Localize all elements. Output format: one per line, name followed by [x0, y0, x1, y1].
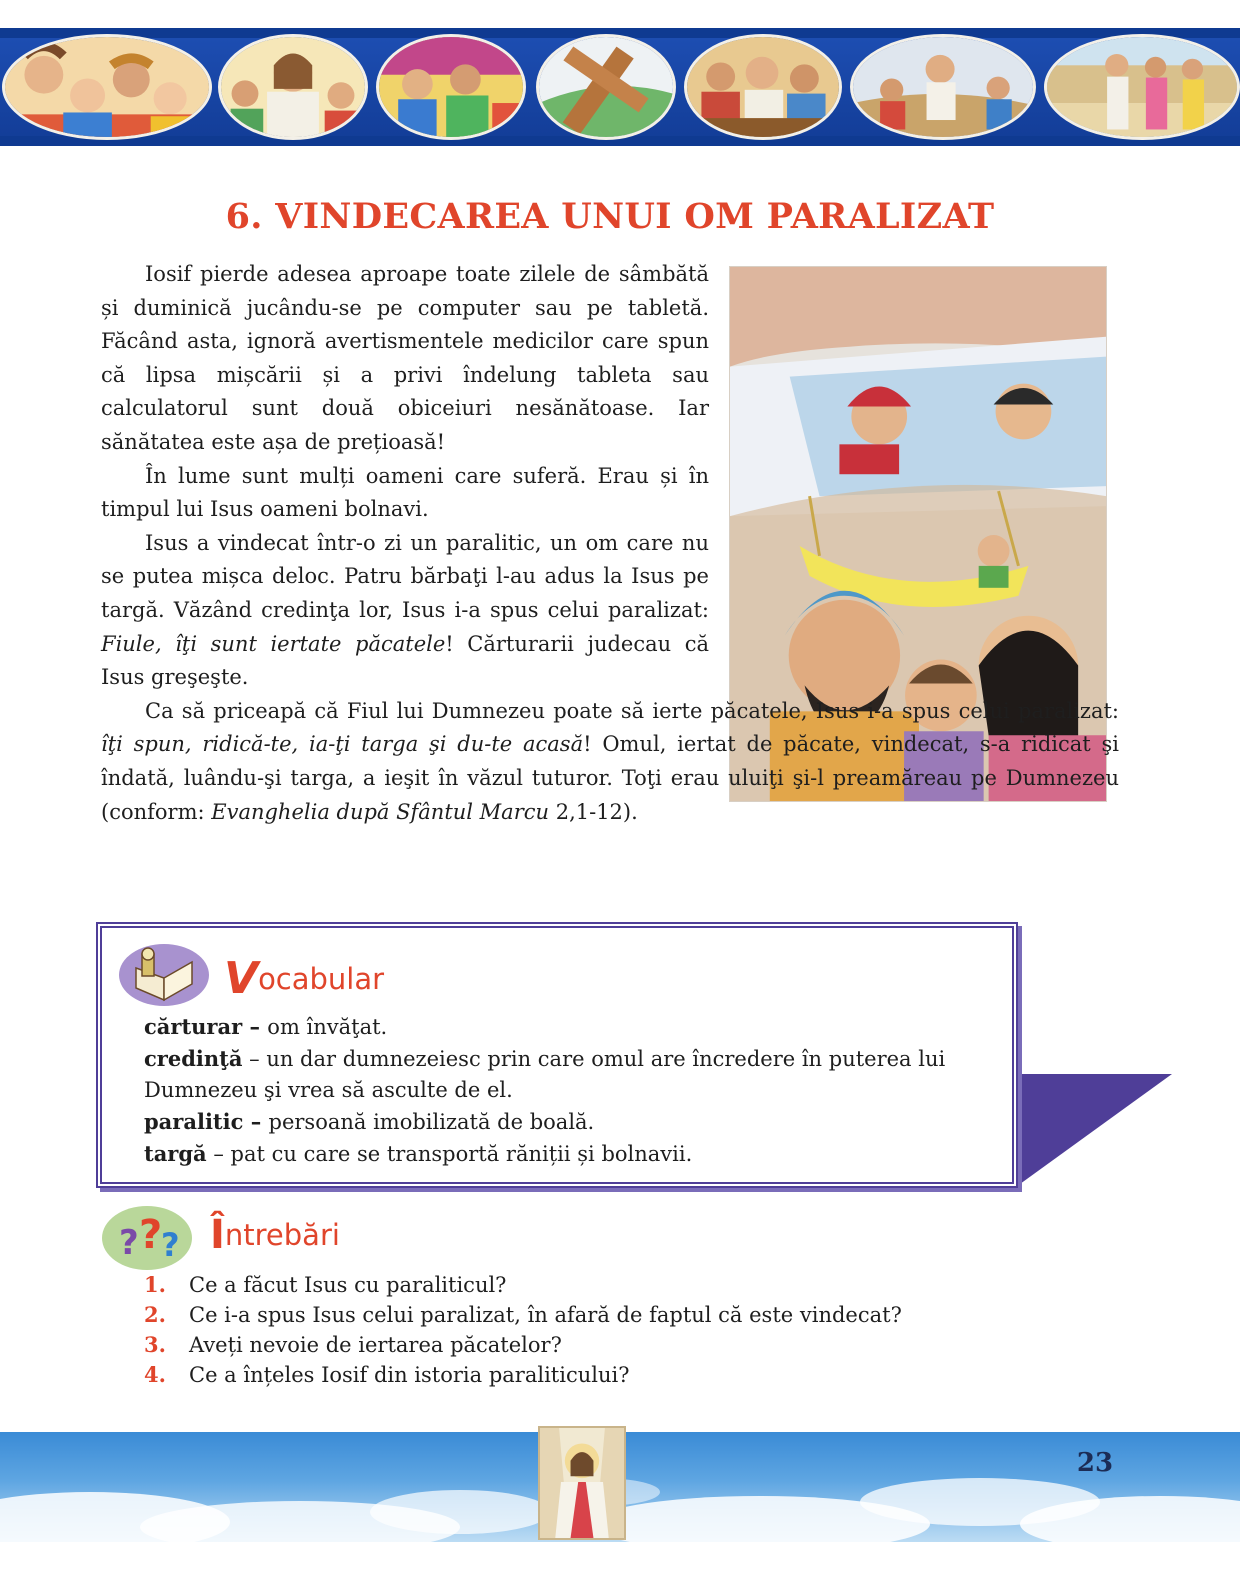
vocab-term: paralitic — [144, 1109, 244, 1134]
story-p4-text-a: Ca să priceapă că Fiul lui Dumnezeu poate să ierte păcatele, Isus i-a spus celui paralizat: — [145, 698, 1119, 723]
vocabulary-heading-initial: V — [224, 953, 259, 1004]
story-p4-quote: îţi spun, ridică-te, ia-ţi targa şi du-te acasă — [101, 732, 584, 757]
vocab-term: credinţă — [144, 1046, 243, 1071]
banner-image-last-supper — [684, 34, 842, 140]
story-p4-end: 2,1-12). — [549, 799, 638, 824]
story-paragraph-2: În lume sunt mulți oameni care suferă. Erau și în timpul lui Isus oameni bolnavi. — [101, 463, 709, 522]
story-paragraph-3 — [101, 527, 709, 695]
vocab-separator: – — [206, 1142, 231, 1166]
question-text: Ce i-a spus Isus celui paralizat, în afară de faptul că este vindecat? — [189, 1303, 902, 1327]
vocabulary-heading-rest: ocabular — [258, 962, 385, 996]
questions-heading-rest: ntrebări — [224, 1218, 340, 1252]
vocab-entry — [144, 1043, 994, 1106]
vocabulary-list — [144, 1011, 994, 1170]
vocab-entry — [144, 1011, 994, 1043]
story-paragraph-1: Iosif pierde adesea aproape toate zilele de sâmbătă și duminică jucându-se pe computer sau pe tabletă. Făcând asta, ignoră avertismentele medicilor care spun că lipsa mișcării și a privi îndelung tableta sau calculatorul sunt două obiceiuri nesănătoase. Iar sănătatea este așa de prețioasă! — [101, 262, 709, 454]
banner-image-cross — [536, 34, 676, 140]
open-book-icon — [118, 942, 210, 1008]
banner-image-children — [2, 34, 212, 140]
question-item — [144, 1270, 1044, 1300]
vocab-term: targă — [144, 1141, 207, 1166]
top-banner — [0, 28, 1240, 146]
story-paragraph-4 — [101, 695, 1119, 829]
question-marks-icon — [101, 1204, 193, 1272]
footer-jesus-image — [538, 1426, 626, 1540]
vocab-entry — [144, 1138, 994, 1170]
vocab-separator: – — [242, 1047, 267, 1071]
questions-heading — [210, 1212, 340, 1258]
story-p3-text-b: ! Cărturarii judecau că Isus greşeşte. — [101, 631, 709, 690]
question-item — [144, 1330, 1044, 1360]
story-p4-text-b: ! Omul, iertat de păcate, vindecat, s-a ridicat şi îndată, luându-şi targa, a ieşit în văzul tuturor. Toţi erau uluiţi şi-l preamăreau pe Dumnezeu (conform: — [101, 732, 1119, 824]
story-p3-quote: Fiule, îţi sunt iertate păcatele — [101, 631, 446, 656]
question-number: 2. — [144, 1302, 166, 1327]
vocab-definition: persoană imobilizată de boală. — [268, 1110, 595, 1134]
svg-text:?: ? — [119, 1223, 139, 1263]
vocab-entry — [144, 1106, 994, 1138]
question-text: Aveți nevoie de iertarea păcatelor? — [189, 1333, 562, 1357]
questions-heading-initial: Î — [210, 1212, 225, 1258]
lesson-title: 6. VINDECAREA UNUI OM PARALIZAT — [225, 196, 995, 237]
banner-image-jesus-teaching — [218, 34, 368, 140]
vocab-separator: – — [243, 1109, 269, 1134]
svg-text:?: ? — [139, 1212, 163, 1258]
vocab-separator: – — [242, 1014, 268, 1039]
story-p4-source: Evanghelia după Sfântul Marcu — [211, 799, 550, 824]
question-text: Ce a făcut Isus cu paraliticul? — [189, 1273, 507, 1297]
vocab-definition: pat cu care se transportă răniții și bolnavii. — [230, 1142, 693, 1166]
question-text: Ce a înțeles Iosif din istoria paraliticului? — [189, 1363, 630, 1387]
questions-list — [144, 1270, 1044, 1390]
question-number: 4. — [144, 1362, 166, 1387]
banner-image-storm — [850, 34, 1036, 140]
question-item — [144, 1360, 1044, 1390]
vocab-term: cărturar — [144, 1014, 243, 1039]
vocab-definition: un dar dumnezeiesc prin care omul are încredere în puterea lui Dumnezeu şi vrea să asculte de el. — [144, 1047, 946, 1102]
story-p3-text-a: Isus a vindecat într-o zi un paralitic, un om care nu se putea mișca deloc. Patru bărbaţi l-au adus la Isus pe targă. Văzând credinţa lor, Isus i-a spus celui paralizat: — [101, 530, 709, 622]
vocabulary-heading — [224, 953, 385, 1004]
vocab-definition: om învăţat. — [267, 1015, 388, 1039]
story-text — [101, 258, 1119, 829]
page-number: 23 — [1076, 1448, 1114, 1478]
question-number: 1. — [144, 1272, 166, 1297]
banner-image-walking — [1044, 34, 1240, 140]
question-item — [144, 1300, 1044, 1330]
svg-text:?: ? — [161, 1226, 180, 1264]
question-number: 3. — [144, 1332, 166, 1357]
banner-image-crowd — [376, 34, 526, 140]
